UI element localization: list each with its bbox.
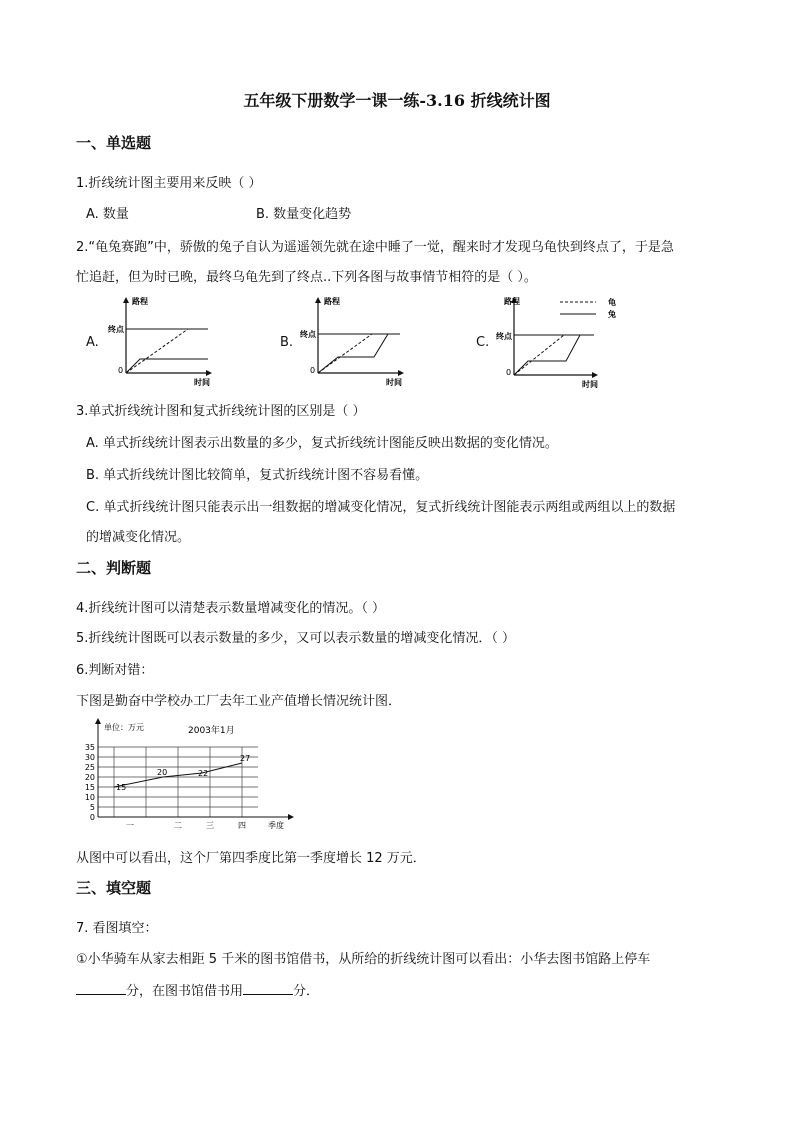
x-tick-label: 四 <box>238 821 246 830</box>
y-tick-label: 35 <box>84 743 95 752</box>
finish-label: 终点 <box>496 332 512 341</box>
answer-blank-stop-time[interactable] <box>76 982 126 995</box>
chart-y-label: 单位：万元 <box>104 723 144 732</box>
section-heading-fill-blank: 三、填空题 <box>76 879 152 897</box>
section-heading-true-false: 二、判断题 <box>76 559 152 577</box>
section-heading-single-choice: 一、单选题 <box>76 134 152 152</box>
data-label: 20 <box>157 768 168 777</box>
question-1: 1.折线统计图主要用来反映（ ） <box>76 176 262 191</box>
q2-graph-c[interactable] <box>494 293 634 389</box>
x-tick-label: 三 <box>206 821 214 830</box>
question-6-intro: 下图是勤奋中学校办工厂去年工业产值增长情况统计图． <box>76 694 402 709</box>
question-7-part-1: ①小华骑车从家去相距 5 千米的图书馆借书，从所给的折线统计图可以看出：小华去图书馆路上停车 <box>76 952 651 967</box>
q2-graph-a[interactable] <box>108 295 220 387</box>
y-axis-label: 路程 <box>324 297 340 306</box>
y-axis-label: 路程 <box>132 297 148 306</box>
origin-label: 0 <box>118 366 124 375</box>
question-6: 6.判断对错： <box>76 663 154 678</box>
y-tick-label: 15 <box>84 783 95 792</box>
q2-option-c-label[interactable]: C. <box>476 335 490 350</box>
blank-text-1: 分，在图书馆借书用 <box>126 984 244 999</box>
y-tick-label: 25 <box>84 763 95 772</box>
y-axis-arrow <box>95 718 101 724</box>
question-6-conclusion: 从图中可以看出，这个厂第四季度比第一季度增长 12 万元． <box>76 851 426 866</box>
y-tick-label: 20 <box>84 773 95 782</box>
question-2-line-1: 2.“龟兔赛跑”中，骄傲的兔子自认为遥遥领先就在途中睡了一觉，醒来时才发现乌龟快到终点了，于是急 <box>76 240 674 255</box>
origin-label: 0 <box>506 368 512 377</box>
chart-x-label: 季度 <box>268 821 284 830</box>
data-label: 22 <box>198 769 209 778</box>
x-tick-label: 一 <box>126 821 134 830</box>
q3-option-c-line-1[interactable]: C. 单式折线统计图只能表示出一组数据的增减变化情况，复式折线统计图能表示两组或两组以上的数据 <box>86 500 676 515</box>
y-tick-label: 5 <box>89 803 95 812</box>
blank-text-2: 分． <box>293 984 320 999</box>
chart-title: 2003年1月 <box>188 726 235 736</box>
x-axis-label: 时间 <box>582 380 598 389</box>
q2-option-a-label[interactable]: A. <box>86 335 99 350</box>
answer-blank-borrow-time[interactable] <box>243 982 293 995</box>
legend-rabbit: 兔 <box>608 310 616 319</box>
q1-option-a[interactable]: A. 数量 <box>86 207 129 222</box>
finish-label: 终点 <box>300 330 316 339</box>
y-tick-label: 0 <box>89 813 95 822</box>
page-title: 五年级下册数学一课一练-3.16 折线统计图 <box>243 91 551 110</box>
x-axis-arrow <box>288 814 294 820</box>
data-label: 15 <box>116 783 127 792</box>
production-line-chart <box>76 716 308 834</box>
q3-option-b[interactable]: B. 单式折线统计图比较简单，复式折线统计图不容易看懂。 <box>86 468 429 483</box>
legend-tortoise: 龟 <box>608 298 616 307</box>
q2-option-b-label[interactable]: B. <box>280 335 294 350</box>
question-5: 5.折线统计图既可以表示数量的多少，又可以表示数量的增减变化情况．（ ） <box>76 631 516 646</box>
question-2-line-2: 忙追赶，但为时已晚，最终乌龟先到了终点..下列各图与故事情节相符的是（ ）。 <box>76 270 537 285</box>
y-tick-label: 10 <box>84 793 95 802</box>
x-axis-label: 时间 <box>386 378 402 387</box>
question-4: 4.折线统计图可以清楚表示数量增减变化的情况。（ ） <box>76 601 386 616</box>
data-label: 27 <box>240 754 251 763</box>
question-3: 3.单式折线统计图和复式折线统计图的区别是（ ） <box>76 404 366 419</box>
finish-label: 终点 <box>108 325 124 334</box>
origin-label: 0 <box>310 366 316 375</box>
q1-option-b[interactable]: B. 数量变化趋势 <box>256 207 352 222</box>
question-7-part-1-line-2 <box>76 980 319 999</box>
q2-graph-b[interactable] <box>300 295 412 387</box>
y-tick-label: 30 <box>84 753 95 762</box>
x-axis-label: 时间 <box>194 378 210 387</box>
q3-option-c-line-2: 的增减变化情况。 <box>86 530 191 545</box>
y-axis-label: 路程 <box>504 297 520 306</box>
q3-option-a[interactable]: A. 单式折线统计图表示出数量的多少，复式折线统计图能反映出数据的变化情况。 <box>86 436 558 451</box>
question-7: 7. 看图填空： <box>76 921 158 936</box>
chart-grid <box>98 747 258 817</box>
x-tick-label: 二 <box>174 821 182 830</box>
